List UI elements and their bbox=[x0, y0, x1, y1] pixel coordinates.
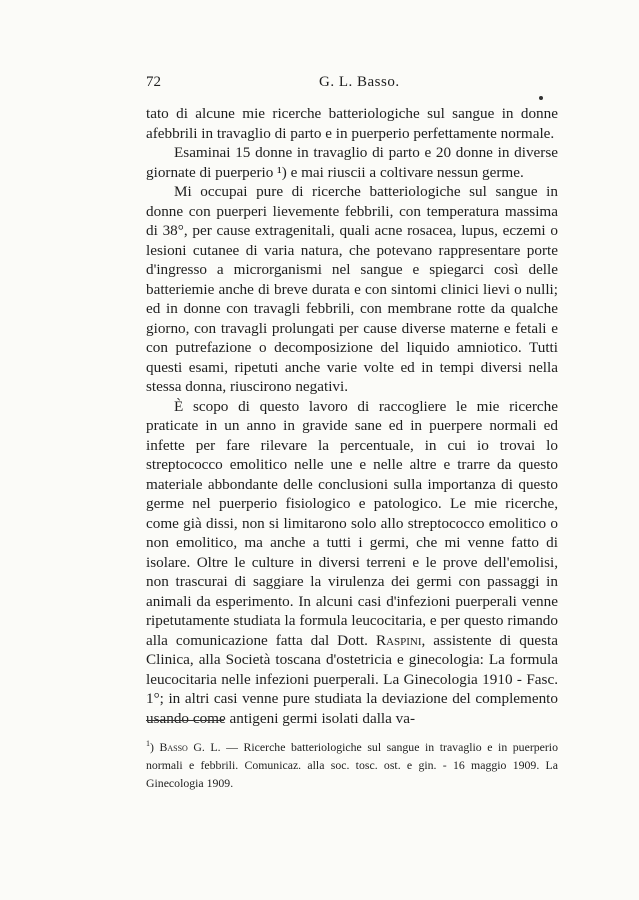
paragraph-3: Mi occupai pure di ricerche batteriologiche sul sangue in donne con puerperi lievemente febbrili, con temperatura massima di 38°, per cause extragenitali, quali acne rosacea, lupus, eczemi o lesioni cutanee di varia natura, che potevano rappresentare porte d'ingresso a microrganismi nel sangue e spiegarci così delle batteriemie anche di breve durata e con sintomi clinici lievi o nulli; ed in donne con travagli febbrili, con membrane rotte da qualche giorno, con travagli prolungati per cause diverse materne e fetali e con putrefazione o decomposizione del liquido amniotico. Tutti questi esami, ripetuti anche varie volte ed in tempi diversi nella stessa donna, riuscirono negativi. bbox=[146, 183, 558, 395]
paragraph-1: tato di alcune mie ricerche batteriologiche sul sangue in donne afebbrili in travaglio di parto e in puerperio perfettamente normale. bbox=[146, 105, 558, 142]
main-text bbox=[146, 104, 558, 728]
footnote-marker: 1 bbox=[146, 739, 150, 749]
footnote-text: — Ricerche batteriologiche sul sangue in travaglio e in puerperio normali e febbrili. Comunicaz. alla soc. tosc. ost. e gin. - 16 maggio 1909. La Ginecologia 1909. bbox=[146, 740, 558, 790]
footnote-author: Basso G. L. bbox=[159, 740, 221, 754]
paragraph-2: Esaminai 15 donne in travaglio di parto e 20 donne in diverse giornate di puerperio ¹) e mai riuscii a coltivare nessun germe. bbox=[146, 144, 558, 181]
paragraph-4-text-a: È scopo di questo lavoro di raccogliere le mie ricerche praticate in un anno in gravide sane ed in puerpere normali ed infette per fare rilevare la percentuale, in cui io trovai lo streptococco emolitico nelle une e nelle altre e trarre da questo materiale abbondante delle conclusioni sulla importanza di questo germe nel puerperio fisiologico e patologico. Le mie ricerche, come già dissi, non si limitarono solo allo streptococco emolitico o non emolitico, ma anche a tutti i germi, che mi venne fatto di isolare. Oltre le culture in diversi terreni e le prove dell'emolisi, non trascurai di saggiare la virulenza dei germi con passaggi in animali da esperimento. In alcuni casi d'infezioni puerperali venne ripetutamente studiata la formula leucocitaria, e per questo rimando alla comunicazione fatta dal Dott. bbox=[146, 397, 558, 649]
footnote: $^1$) Basso G. L. — Ricerche batteriologiche sul sangue in travaglio e in puerperio normali e febbrili. Comunicaz. alla soc. tosc. ost. e gin. - 16 maggio 1909. La Ginecologia 1909. bbox=[146, 739, 558, 790]
footnote-divider bbox=[146, 720, 224, 721]
print-speck bbox=[539, 96, 543, 100]
running-title: G. L. Basso. bbox=[319, 74, 400, 90]
paragraph-4 bbox=[146, 397, 558, 729]
author-name-raspini: Raspini bbox=[375, 631, 422, 649]
page-number: 72 bbox=[146, 74, 161, 90]
paragraph-4-text-b: , assistente di questa Clinica, alla Società toscana d'ostetricia e ginecologia: La formula leucocitaria nelle infezioni puerperali. La Ginecologia 1910 - Fasc. 1°; in altri casi venne pure studiata la deviazione del complemento usando come antigeni germi isolati dalla va- bbox=[146, 631, 558, 727]
